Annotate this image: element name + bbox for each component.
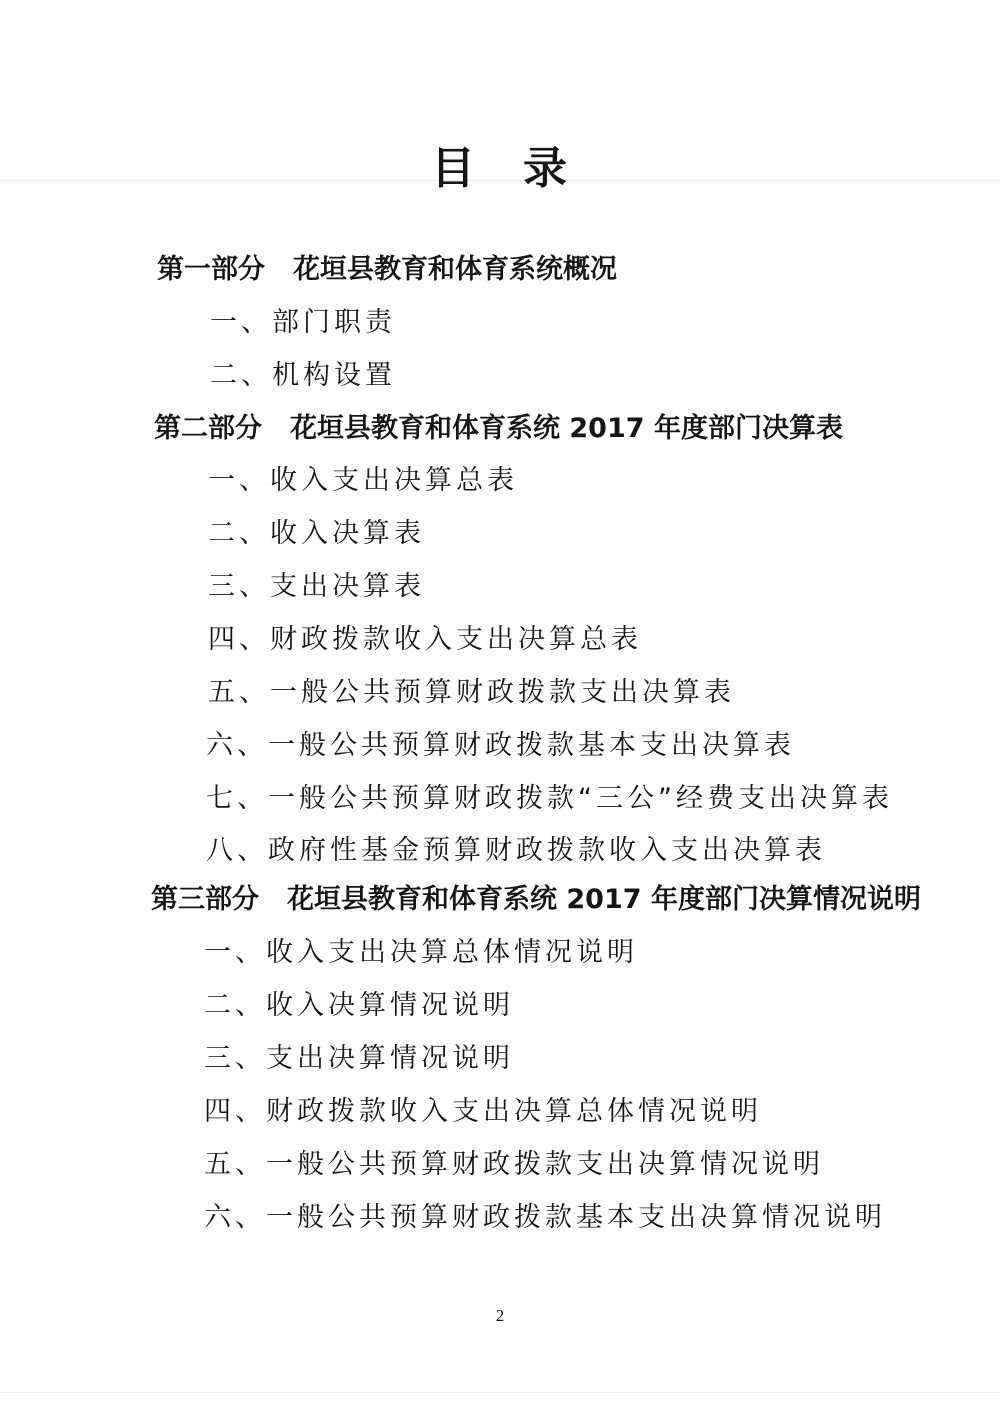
part-number: 第二部分 bbox=[154, 413, 262, 444]
toc-item: 五、一般公共预算财政拨款支出决算情况说明 bbox=[204, 1149, 824, 1180]
toc-part-3 bbox=[151, 877, 921, 916]
part-heading: 花垣县教育和体育系统 2017 年度部门决算情况说明 bbox=[287, 884, 921, 915]
toc-item: 一、收入支出决算总体情况说明 bbox=[204, 937, 638, 968]
toc-item: 八、政府性基金预算财政拨款收入支出决算表 bbox=[206, 835, 826, 866]
toc-item: 二、收入决算情况说明 bbox=[204, 990, 514, 1021]
toc-item: 一、部门职责 bbox=[210, 307, 396, 338]
toc-item: 四、财政拨款收入支出决算总体情况说明 bbox=[204, 1096, 762, 1127]
toc-part-1 bbox=[157, 247, 617, 286]
page-number: 2 bbox=[495, 1306, 505, 1325]
toc-item: 六、一般公共预算财政拨款基本支出决算情况说明 bbox=[204, 1202, 886, 1233]
toc-item: 二、收入决算表 bbox=[208, 518, 425, 549]
toc-item: 七、一般公共预算财政拨款“三公”经费支出决算表 bbox=[206, 783, 893, 814]
toc-item: 五、一般公共预算财政拨款支出决算表 bbox=[208, 677, 735, 708]
toc-item: 二、机构设置 bbox=[210, 360, 396, 391]
part-heading: 花垣县教育和体育系统 2017 年度部门决算表 bbox=[290, 413, 843, 444]
part-heading: 花垣县教育和体育系统概况 bbox=[293, 254, 617, 285]
toc-item: 一、收入支出决算总表 bbox=[208, 465, 518, 496]
toc-item: 六、一般公共预算财政拨款基本支出决算表 bbox=[206, 730, 795, 761]
part-number: 第三部分 bbox=[151, 884, 259, 915]
part-number: 第一部分 bbox=[157, 254, 265, 285]
scan-artifact-line bbox=[0, 1392, 1000, 1393]
toc-part-2 bbox=[154, 406, 843, 445]
toc-item: 三、支出决算情况说明 bbox=[204, 1043, 514, 1074]
page-title: 目 录 bbox=[431, 143, 569, 194]
toc-item: 四、财政拨款收入支出决算总表 bbox=[208, 624, 642, 655]
toc-item: 三、支出决算表 bbox=[208, 571, 425, 602]
